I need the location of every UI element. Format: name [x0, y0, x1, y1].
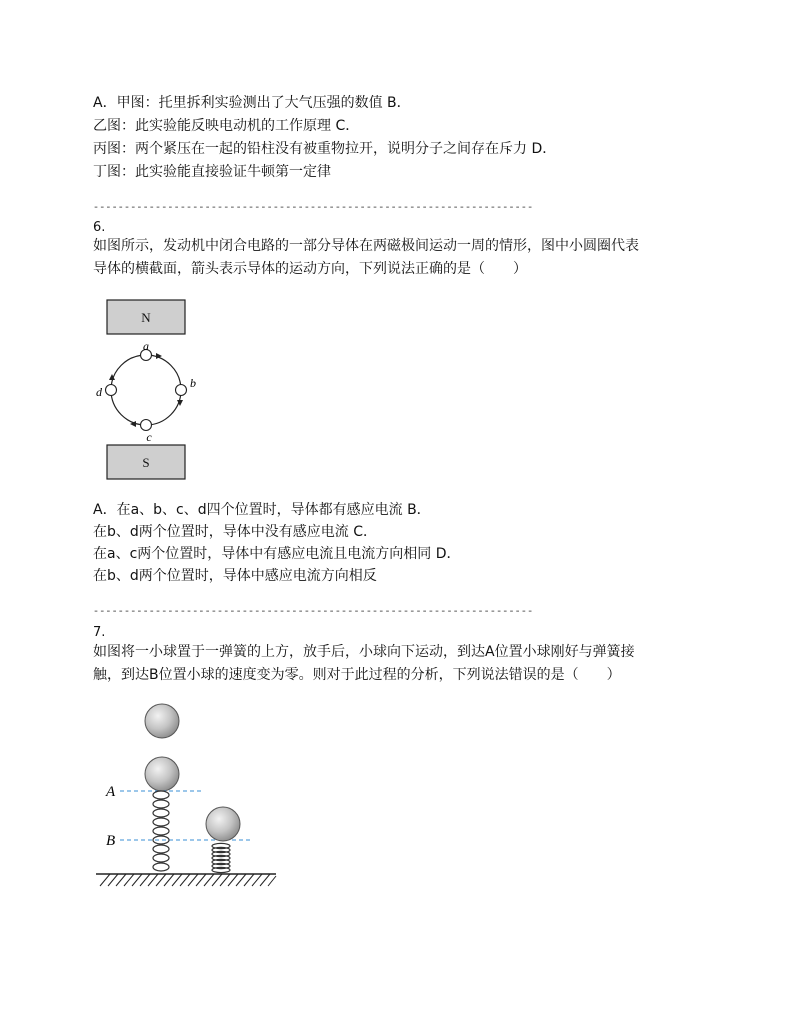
separator-2: ----------------------------------------------------------------------- [93, 607, 534, 618]
q7-stem-line-2: 触，到达B位置小球的速度变为零。则对于此过程的分析，下列说法错误的是（ ） [93, 667, 621, 683]
q6-option-d: 在b、d两个位置时，导体中感应电流方向相反 [93, 568, 377, 584]
spring-uncompressed [153, 791, 169, 871]
label-a: A [106, 784, 116, 800]
q6-stem-line-2: 导体的横截面，箭头表示导体的运动方向，下列说法正确的是（ ） [93, 261, 527, 277]
label-b: B [106, 833, 116, 849]
q6-magnet-figure [90, 295, 200, 485]
q7-spring-figure [92, 700, 282, 895]
conductor-c [141, 420, 152, 431]
label-a: a [143, 339, 149, 353]
q5-option-c: 丙图：两个紧压在一起的铅柱没有被重物拉开，说明分子之间存在斥力 D． [93, 141, 557, 157]
q6-number: 6. [93, 220, 106, 235]
q5-option-a: A．甲图：托里拆利实验测出了大气压强的数值 B． [93, 95, 411, 111]
q6-option-c: 在a、c两个位置时，导体中有感应电流且电流方向相同 D． [93, 546, 461, 562]
ball-at-b [206, 807, 240, 841]
separator-1: ----------------------------------------------------------------------- [93, 203, 534, 214]
north-pole-label: N [141, 310, 151, 325]
q6-stem-line-1: 如图所示，发动机中闭合电路的一部分导体在两磁极间运动一周的情形，图中小圆圈代表 [93, 238, 639, 254]
ground-hatch [100, 874, 276, 886]
spring-compressed [212, 843, 230, 872]
label-d: d [96, 385, 102, 399]
ball-start [145, 704, 179, 738]
south-pole-label: S [142, 455, 150, 470]
ball-at-a [145, 757, 179, 791]
q5-option-d: 丁图：此实验能直接验证牛顿第一定律 [93, 164, 331, 180]
conductor-path [111, 355, 181, 425]
q7-stem-line-1: 如图将一小球置于一弹簧的上方，放手后，小球向下运动，到达A位置小球刚好与弹簧接 [93, 644, 635, 660]
q6-option-a: A．在a、b、c、d四个位置时，导体都有感应电流 B． [93, 502, 431, 518]
q6-option-b: 在b、d两个位置时，导体中没有感应电流 C． [93, 524, 377, 540]
conductor-d [106, 385, 117, 396]
label-c: c [146, 430, 152, 444]
conductor-b [176, 385, 187, 396]
q7-number: 7. [93, 625, 106, 640]
q5-option-b: 乙图：此实验能反映电动机的工作原理 C． [93, 118, 360, 134]
label-b: b [190, 376, 196, 390]
